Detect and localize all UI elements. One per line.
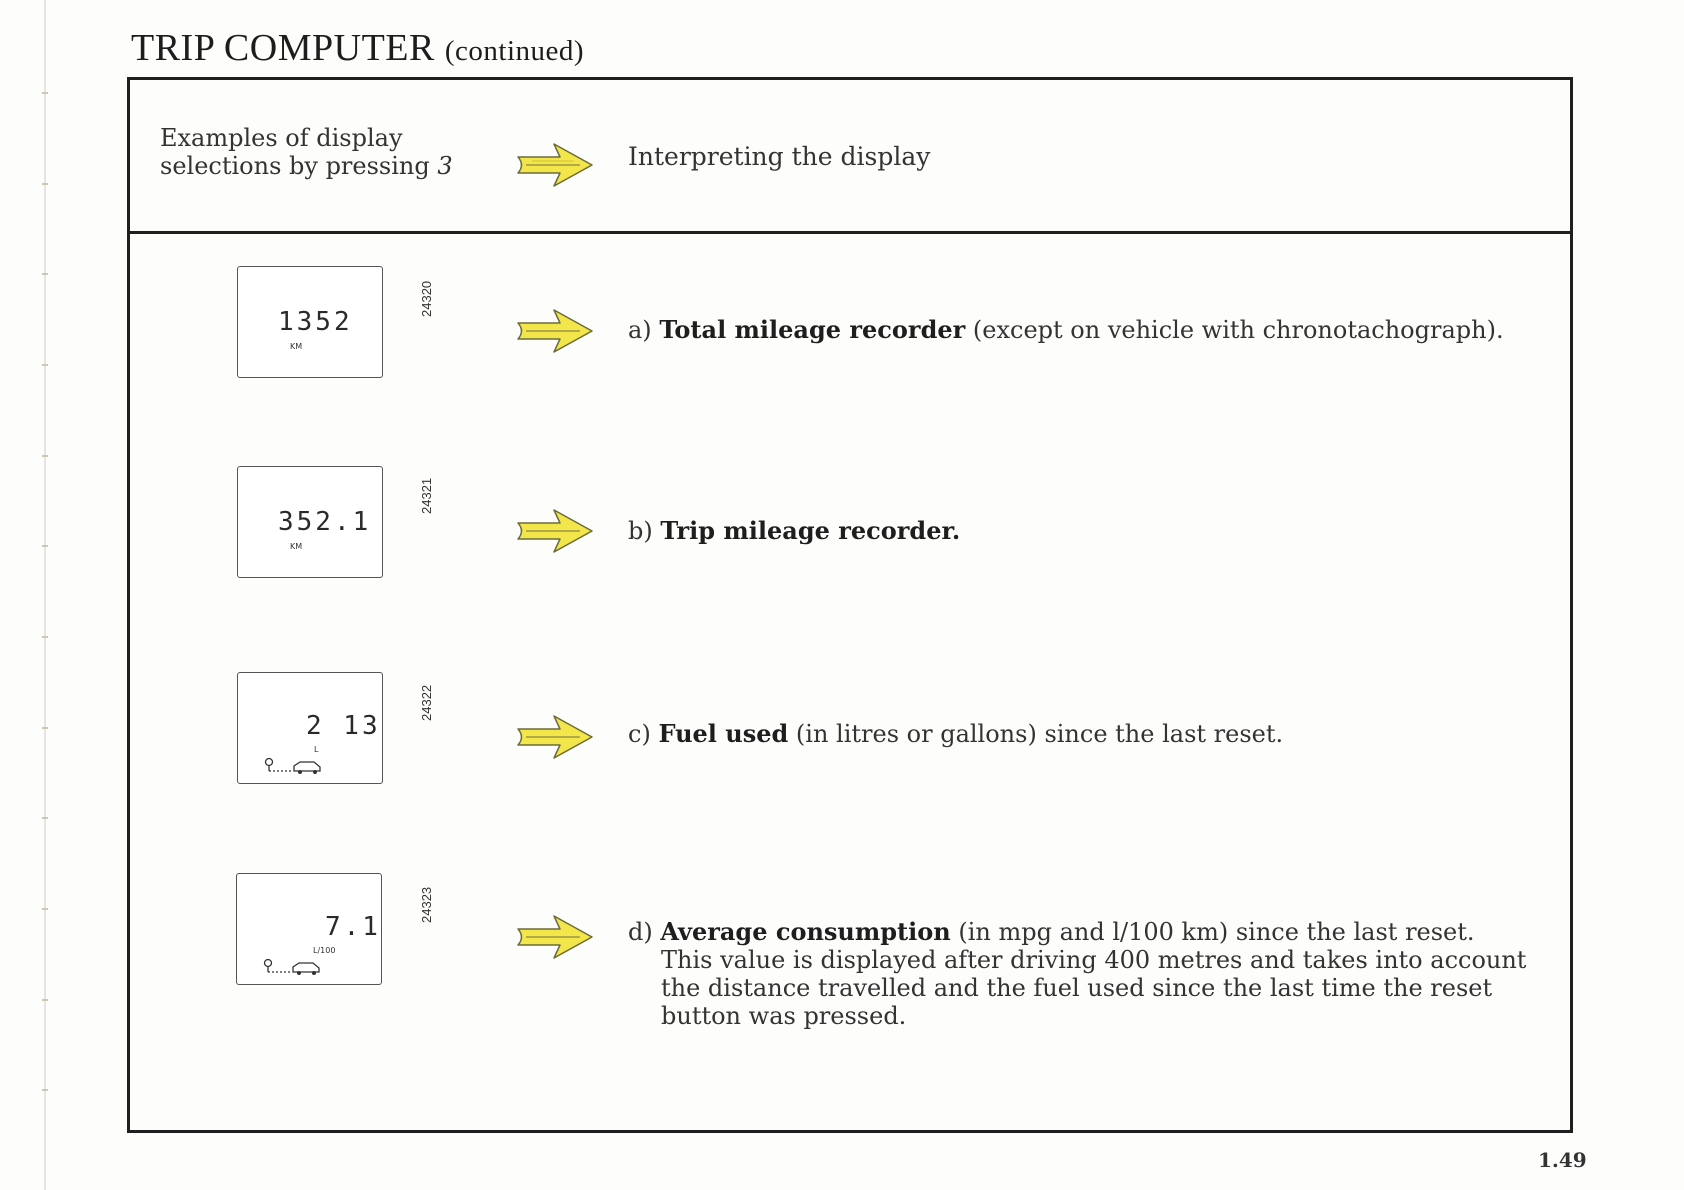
figure-ref: 24322 [419,684,434,721]
entry-label: b) [628,517,653,545]
entry-bold: Trip mileage recorder. [660,516,961,545]
figure-ref: 24323 [419,886,434,923]
binding-tick [42,92,48,94]
entry-rest: (except on vehicle with chronotachograph). [965,316,1504,344]
lcd-value: 352.1 [278,507,372,537]
title-main: TRIP COMPUTER [131,27,435,69]
entry-d [628,918,1548,1030]
binding-tick [42,999,48,1001]
fuel-pump-car-icon [263,958,323,980]
binding-tick [42,636,48,638]
arrow-right-icon [516,308,594,354]
lcd-unit: KM [290,342,303,351]
header-right-text: Interpreting the display [628,142,931,171]
header-left-text [160,124,490,180]
display-example-b [237,466,383,578]
header-divider [130,231,1570,234]
lcd-unit: L/100 [313,946,336,955]
binding-tick [42,727,48,729]
entry-a [628,316,1504,344]
entry-bold: Total mileage recorder [659,315,966,344]
binding-tick [42,455,48,457]
arrow-right-icon [516,714,594,760]
page-number: 1.49 [1538,1148,1587,1172]
figure-ref: 24320 [419,280,434,317]
arrow-right-icon [516,508,594,554]
entry-continuation: This value is displayed after driving 400 metres and takes into account the distance travelled and the fuel used since the last time the reset button was pressed. [661,946,1527,1030]
binding-tick [42,1089,48,1091]
lcd-value: 2 13 [306,711,381,741]
trip-computer-table [127,77,1573,1133]
binding-tick [42,908,48,910]
arrow-right-icon [516,142,594,188]
entry-bold: Average consumption [660,917,951,946]
entry-c [628,720,1283,748]
lcd-unit: L [314,745,319,754]
entry-label: d) [628,918,653,946]
entry-bold: Fuel used [658,719,789,748]
entry-rest: (in litres or gallons) since the last reset. [788,720,1284,748]
arrow-right-icon [516,914,594,960]
figure-ref: 24321 [419,477,434,514]
lcd-value: 1352 [278,307,353,337]
header-left-line1: Examples of display [160,124,403,152]
binding-tick [42,273,48,275]
lcd-value: 7.1 [325,912,381,942]
entry-label: a) [628,316,652,344]
title-sub: (continued) [444,35,585,67]
binding-edge [44,0,46,1190]
display-example-c [237,672,383,784]
header-left-key: 3 [437,152,453,180]
header-left-line2-prefix: selections by pressing [160,152,438,180]
lcd-unit: KM [290,542,303,551]
display-example-d [236,873,382,985]
display-example-a [237,266,383,378]
entry-rest: (in mpg and l/100 km) since the last reset. [950,918,1475,946]
binding-tick [42,183,48,185]
binding-tick [42,545,48,547]
binding-tick [42,364,48,366]
binding-tick [42,817,48,819]
page-title [131,26,584,70]
entry-b [628,517,960,545]
entry-label: c) [628,720,651,748]
fuel-pump-car-icon [264,757,324,779]
